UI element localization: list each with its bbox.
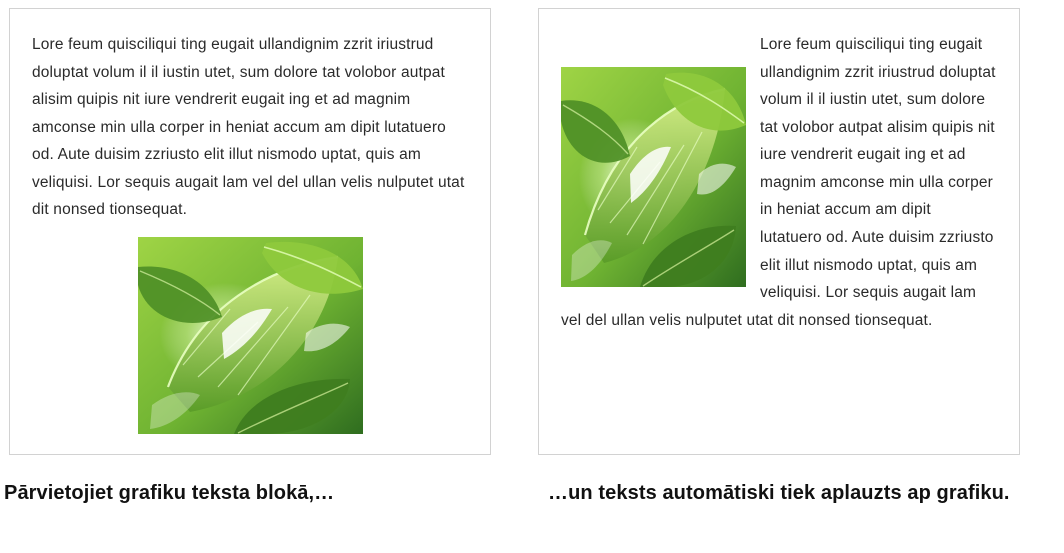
document-text-right	[561, 31, 997, 334]
leaves-photo-icon	[561, 67, 746, 287]
document-preview-right	[538, 8, 1020, 455]
document-text-left	[32, 31, 468, 224]
paragraph-text: Lore feum quisciliqui ting eugait ullandignim zzrit iriustrud doluptat volum il il iustin utet, sum dolore tat volobor autpat alisim quipis nit iure vendrerit eugait ing et ad magnim amconse min ulla corper in heniat accum am dipit lutatuero od. Aute duisim zzriusto elit illut nismodo uptat, quis am veliquisi. Lor sequis augait lam vel del ullan velis nulputet utat dit nonsed tionsequat.	[561, 36, 996, 329]
leaves-photo-icon	[138, 237, 363, 434]
wrapped-image-right[interactable]	[561, 67, 746, 287]
paragraph-text: Lore feum quisciliqui ting eugait ullandignim zzrit iriustrud doluptat volum il il iustin utet, sum dolore tat volobor autpat alisim quipis nit iure vendrerit eugait ing et ad magnim amconse min ulla corper in heniat accum am dipit lutatuero od. Aute duisim zzriusto elit illut nismodo uptat, quis am veliquisi. Lor sequis augait lam vel del ullan velis nulputet utat dit nonsed tionsequat.	[32, 36, 465, 219]
caption-right: …un teksts automātiski tiek aplauzts ap grafiku.	[548, 482, 1010, 504]
inline-image-left[interactable]	[138, 237, 363, 434]
document-preview-left	[9, 8, 491, 455]
caption-left: Pārvietojiet grafiku teksta blokā,…	[4, 482, 335, 504]
